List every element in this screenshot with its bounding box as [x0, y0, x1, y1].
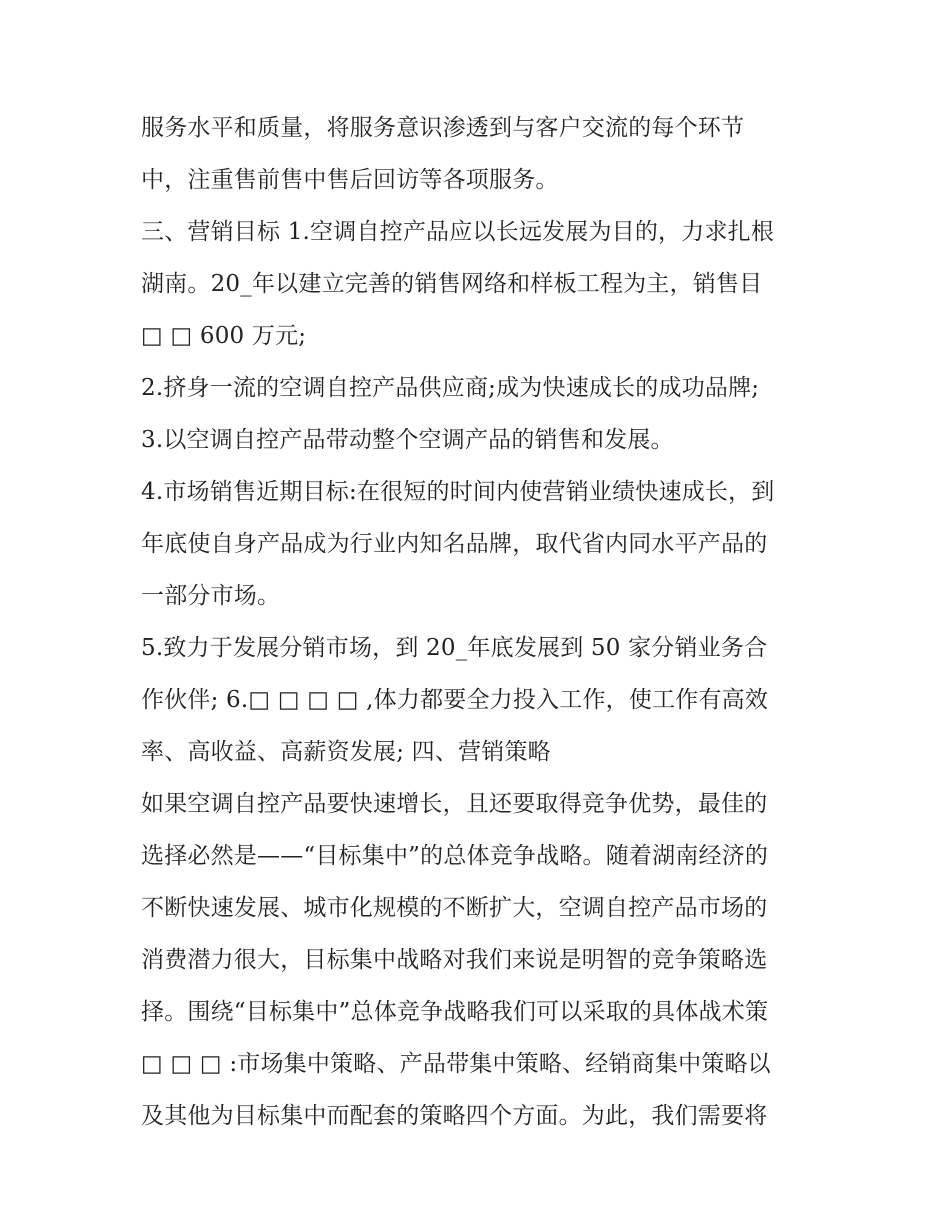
- text-line: 服务水平和质量，将服务意识渗透到与客户交流的每个环节: [141, 115, 745, 141]
- text-line: 选择必然是——“目标集中”的总体竞争战略。随着湖南经济的: [141, 843, 769, 869]
- text-line: 率、高收益、高薪资发展; 四、营销策略: [141, 739, 551, 765]
- text-line: 三、营销目标 1.空调自控产品应以长远发展为目的，力求扎根: [141, 219, 775, 245]
- text-line: 中，注重售前售中售后回访等各项服务。: [141, 167, 559, 193]
- document-body: [141, 102, 821, 1142]
- text-line: 2.挤身一流的空调自控产品供应商;成为快速成长的成功品牌;: [141, 375, 760, 401]
- text-line: 湖南。20_年以建立完善的销售网络和样板工程为主，销售目: [141, 271, 763, 297]
- text-line: 4.市场销售近期目标:在很短的时间内使营销业绩快速成长，到: [141, 479, 775, 505]
- text-line: 年底使自身产品成为行业内知名品牌，取代省内同水平产品的: [141, 531, 768, 557]
- text-line: 5.致力于发展分销市场，到 20_年底发展到 50 家分销业务合: [141, 635, 768, 661]
- text-line: 及其他为目标集中而配套的策略四个方面。为此，我们需要将: [141, 1103, 768, 1129]
- text-line: 作伙伴; 6.□ □ □ □ ,体力都要全力投入工作，使工作有高效: [141, 687, 769, 713]
- text-line: 不断快速发展、城市化规模的不断扩大，空调自控产品市场的: [141, 895, 768, 921]
- text-line: 消费潜力很大，目标集中战略对我们来说是明智的竞争策略选: [141, 947, 768, 973]
- text-line: □ □ □ :市场集中策略、产品带集中策略、经销商集中策略以: [141, 1051, 771, 1077]
- text-line: □ □ 600 万元;: [141, 323, 307, 349]
- text-line: 一部分市场。: [141, 583, 281, 609]
- text-line: 如果空调自控产品要快速增长，且还要取得竞争优势，最佳的: [141, 791, 768, 817]
- text-line: 3.以空调自控产品带动整个空调产品的销售和发展。: [141, 427, 674, 453]
- text-line: 择。围绕“目标集中”总体竞争战略我们可以采取的具体战术策: [141, 999, 769, 1025]
